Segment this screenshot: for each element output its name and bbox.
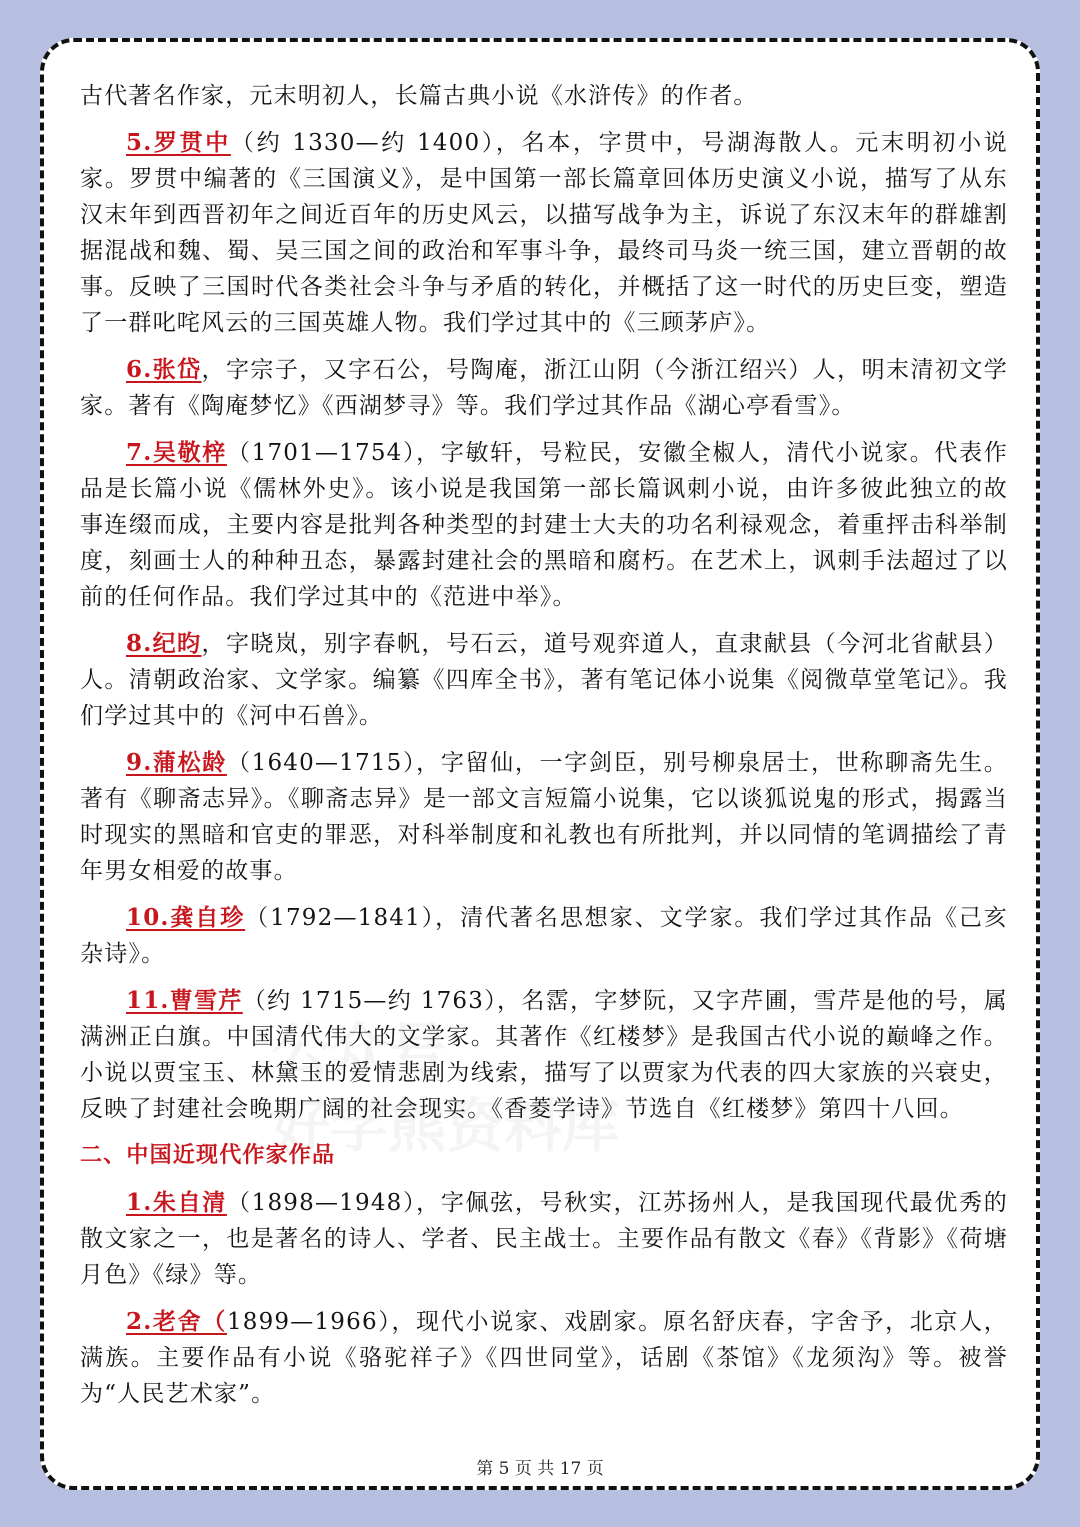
- page-number: 第 5 页 共 17 页: [476, 1459, 604, 1479]
- entry-text: （1640—1715），字留仙，一字剑臣，别号柳泉居士，世称聊斋先生。著有《聊斋志异》。《聊斋志异》是一部文言短篇小说集，它以谈狐说鬼的形式，揭露当时现实的黑暗和官吏的罪恶，对科举制度和礼教也有所批判，并以同情的笔调描绘了青年男女相爱的故事。: [80, 750, 1008, 884]
- entry-lao-she: [80, 1304, 1008, 1412]
- section-heading: 二、中国近现代作家作品: [80, 1143, 336, 1168]
- entry-zhu-ziqing: [80, 1185, 1008, 1293]
- author-name: 6.张岱: [126, 356, 202, 383]
- entry-text: （1792—1841），清代著名思想家、文学家。我们学过其作品《己亥杂诗》。: [80, 905, 1008, 967]
- author-name: 7.吴敬梓: [126, 439, 227, 466]
- paragraph-continuation: 古代著名作家，元末明初人，长篇古典小说《水浒传》的作者。: [80, 83, 758, 109]
- entry-text: （1898—1948），字佩弦，号秋实，江苏扬州人，是我国现代最优秀的散文家之一，也是著名的诗人、学者、民主战士。主要作品有散文《春》《背影》《荷塘月色》《绿》等。: [80, 1190, 1008, 1288]
- author-name: 11.曹雪芹: [126, 987, 243, 1014]
- author-name: 1.朱自清: [126, 1189, 227, 1216]
- author-name: 5.罗贯中: [126, 129, 231, 156]
- document-body: [80, 78, 1008, 1423]
- author-name: 8.纪昀: [126, 630, 202, 657]
- entry-text: （1701—1754），字敏轩，号粒民，安徽全椒人，清代小说家。代表作品是长篇小说《儒林外史》。该小说是我国第一部长篇讽刺小说，由许多彼此独立的故事连缀而成，主要内容是批判各种类型的封建士大夫的功名利禄观念，着重抨击科举制度，刻画士人的种种丑态，暴露封建社会的黑暗和腐朽。在艺术上，讽刺手法超过了以前的任何作品。我们学过其中的《范进中举》。: [80, 440, 1008, 610]
- entry-text: 1899—1966），现代小说家、戏剧家。原名舒庆春，字舍予，北京人，满族。主要作品有小说《骆驼祥子》《四世同堂》，话剧《茶馆》《龙须沟》等。被誉为“人民艺术家”。: [80, 1309, 1008, 1407]
- page-sheet: [40, 38, 1040, 1490]
- entry-zhang-dai: [80, 352, 1008, 424]
- entry-pu-songling: [80, 745, 1008, 889]
- entry-wu-jingzi: [80, 435, 1008, 615]
- entry-ji-yun: [80, 626, 1008, 734]
- entry-gong-zizhen: [80, 900, 1008, 972]
- entry-text: （约 1715—约 1763），名霑，字梦阮，又字芹圃，雪芹是他的号，属满洲正白旗。中国清代伟大的文学家。其著作《红楼梦》是我国古代小说的巅峰之作。小说以贾宝玉、林黛玉的爱情悲剧为线索，描写了以贾家为代表的四大家族的兴衰史，反映了封建社会晚期广阔的社会现实。《香菱学诗》节选自《红楼梦》第四十八回。: [80, 988, 1008, 1122]
- author-name: 9.蒲松龄: [126, 749, 227, 776]
- entry-cao-xueqin: [80, 983, 1008, 1127]
- author-name: 2.老舍（: [126, 1308, 227, 1335]
- entry-luo-guanzhong: [80, 125, 1008, 341]
- entry-text: ，字晓岚，别字春帆，号石云，道号观弈道人，直隶献县（今河北省献县）人。清朝政治家、文学家。编纂《四库全书》，著有笔记体小说集《阅微草堂笔记》。我们学过其中的《河中石兽》。: [80, 631, 1008, 729]
- entry-text: （约 1330—约 1400），名本，字贯中，号湖海散人。元末明初小说家。罗贯中编著的《三国演义》，是中国第一部长篇章回体历史演义小说，描写了从东汉末年到西晋初年之间近百年的历史风云，以描写战争为主，诉说了东汉末年的群雄割据混战和魏、蜀、吴三国之间的政治和军事斗争，最终司马炎一统三国，建立晋朝的故事。反映了三国时代各类社会斗争与矛盾的转化，并概括了这一时代的历史巨变，塑造了一群叱咤风云的三国英雄人物。我们学过其中的《三顾茅庐》。: [80, 130, 1008, 336]
- author-name: 10.龚自珍: [126, 904, 246, 931]
- entry-text: ，字宗子，又字石公，号陶庵，浙江山阴（今浙江绍兴）人，明末清初文学家。著有《陶庵梦忆》《西湖梦寻》等。我们学过其作品《湖心亭看雪》。: [80, 357, 1008, 419]
